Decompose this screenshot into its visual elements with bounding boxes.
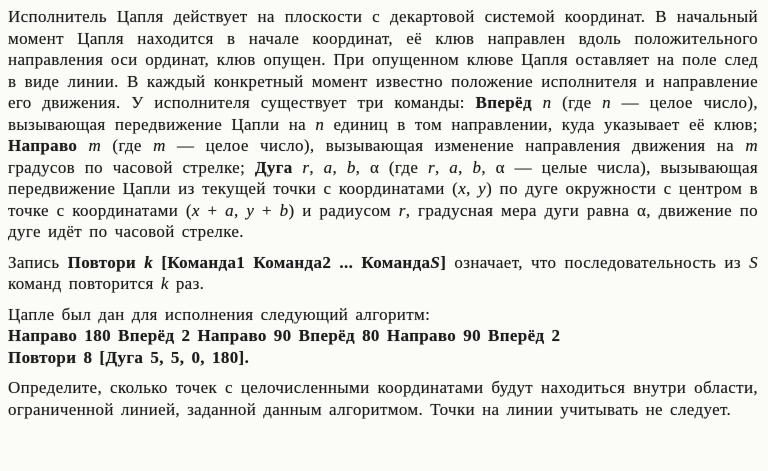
text-run: n (602, 93, 611, 112)
text-run: n (542, 93, 552, 112)
text-run: — целое число), вызывающая передвижение Цапли на (8, 93, 758, 134)
text-run: Вперёд (475, 93, 543, 112)
text-run: Определите, сколько точек с целочисленными координатами будут находиться внутри области, ограниченной линией, заданной данным алгоритмом. Точки на линии учитывать не следует. (8, 378, 758, 419)
text-run: Направо (8, 136, 89, 155)
text-run: m (88, 136, 102, 155)
text-run: , α (где (355, 157, 429, 177)
text-run: Исполнитель Цапля действует на плоскости с декартовой системой координат. В начальный момент Цапля находится в начале координат, её клюв направлен вдоль положительного направления оси ординат, клюв опущен. При опущенном клюве Цапля оставляет на поле след в виде линии. В каждый конкретный момент известно положение исполнителя и направление его движения. У исполнителя существует три команды: (8, 7, 758, 112)
text-run: + (254, 200, 280, 220)
text-run: [Команда1 Команда2 ... Команда (153, 252, 431, 272)
text-run: a (449, 157, 459, 177)
text-run: y (246, 200, 255, 220)
text-run: y (478, 179, 487, 198)
text-run: + (199, 200, 226, 220)
text-run: , (332, 157, 347, 177)
text-run: a (225, 200, 235, 220)
text-run: Цапле был дан для исполнения следующий алгоритм: (8, 304, 431, 324)
text-run: , (309, 157, 324, 177)
text-run: x (191, 200, 200, 220)
text-run: r (428, 157, 435, 177)
text-run: Дуга (254, 157, 303, 177)
text-run: ) по дуге окружности с центром в точке с координатами ( (8, 179, 759, 220)
text-run: k (160, 274, 169, 293)
text-run: ) и радиусом (288, 200, 399, 220)
text-run: ] (440, 252, 447, 272)
text-run: m (153, 136, 166, 155)
text-run: команд повторится (8, 274, 161, 293)
paragraph-algorithm (8, 304, 758, 369)
paragraph-executor-description (8, 6, 758, 243)
text-run: Повтори 8 [Дуга 5, 5, 0, 180]. (8, 347, 250, 367)
text-run: Направо 180 Вперёд 2 Направо 90 Вперёд 80 Направо 90 Вперёд 2 (8, 326, 561, 345)
text-run: раз. (168, 274, 205, 293)
text-run: k (144, 252, 154, 272)
text-run: a (323, 157, 333, 177)
text-run: , градусная мера дуги равна α, движение по дуге идёт по часовой стрелке. (8, 200, 759, 241)
text-run: r (398, 200, 406, 220)
text-run: , (466, 179, 479, 198)
text-run: (где (101, 136, 154, 155)
text-run: , α — целые числа), вызывающая передвижение Цапли из текущей точки с координатами ( (8, 157, 759, 198)
text-run: S (430, 252, 441, 272)
text-run: Повтори (67, 252, 145, 272)
text-run: (где (551, 93, 603, 112)
text-run: r (302, 157, 310, 177)
text-run: , (434, 157, 450, 177)
text-run: , (458, 157, 473, 177)
text-run: n (315, 114, 325, 134)
paragraph-repeat-notation (8, 252, 758, 295)
text-run: b (346, 157, 356, 177)
text-run: единиц в том направлении, куда указывает её клюв; (324, 114, 759, 134)
text-run: S (749, 252, 759, 272)
text-run: Запись (8, 252, 68, 272)
text-run: m (745, 136, 758, 155)
text-run: градусов по часовой стрелке; (8, 157, 255, 177)
text-run: — целое число), вызывающая изменение направления движения на (165, 136, 746, 155)
text-run: b (279, 200, 289, 220)
text-run: означает, что последовательность из (446, 252, 750, 272)
paragraph-question (8, 377, 758, 420)
text-run: x (458, 179, 467, 198)
text-run: , (234, 200, 247, 220)
text-run: b (472, 157, 482, 177)
